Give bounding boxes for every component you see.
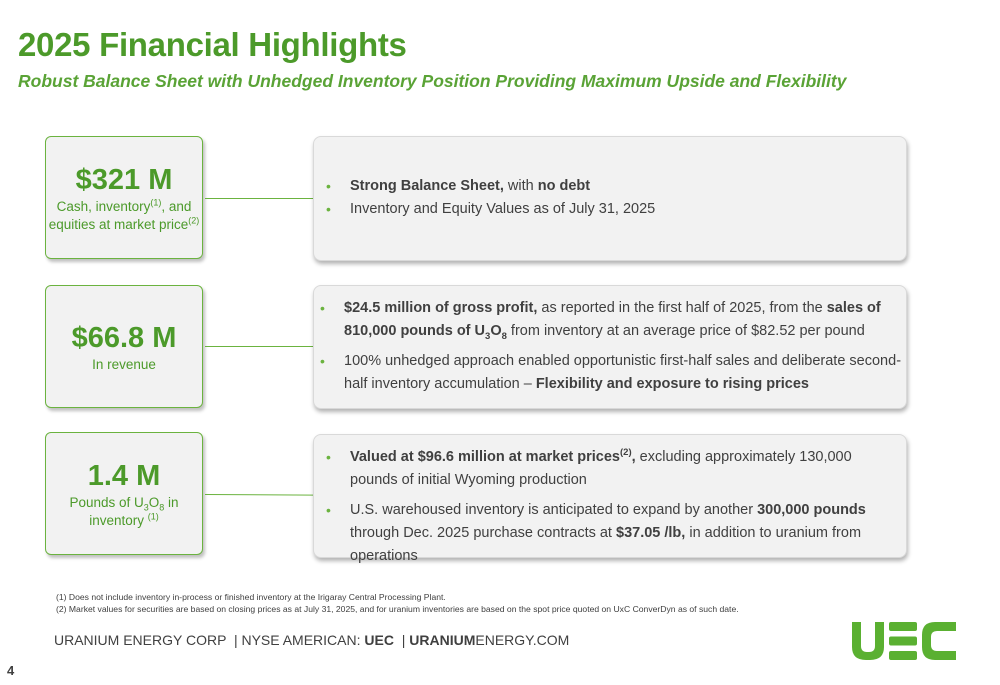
highlight-panel-inventory xyxy=(313,434,907,564)
kpi-card-inventory xyxy=(45,432,203,555)
bullet-item: • Valued at $96.6 million at market prices$^{(2)}$, excluding approximately 130,000 pounds of initial Wyoming production xyxy=(326,446,886,492)
bullet-item: • Strong Balance Sheet, with no debt xyxy=(326,175,886,198)
bullet-list xyxy=(326,175,886,221)
bullet-item: • U.S. warehoused inventory is anticipated to expand by another 300,000 pounds through Dec. 2025 purchase contracts at $37.05 /lb, in addition to uranium from operations xyxy=(326,499,886,568)
kpi-value: $321 M xyxy=(75,163,173,196)
page-subtitle: Robust Balance Sheet with Unhedged Inventory Position Providing Maximum Upside and Flexibility xyxy=(18,71,847,91)
bullet-list xyxy=(320,297,906,396)
footnotes xyxy=(56,592,739,615)
kpi-value: 1.4 M xyxy=(87,459,161,492)
kpi-description: In revenue xyxy=(92,356,156,372)
bullet-item: • Inventory and Equity Values as of July 31, 2025 xyxy=(326,198,886,221)
footer-website: ENERGY.COM xyxy=(475,632,570,648)
page-number: 4 xyxy=(7,663,15,678)
kpi-value: $66.8 M xyxy=(71,321,177,354)
page-title: 2025 Financial Highlights xyxy=(18,26,407,63)
kpi-card-cash xyxy=(45,136,203,259)
bullet-item: • $24.5 million of gross profit, as reported in the first half of 2025, from the sales of 810,000 pounds of $U_3O_8$ from inventory at an average price of $82.52 per pound xyxy=(320,297,906,343)
footer: URANIUM ENERGY CORP | NYSE AMERICAN: UEC | URANIUMENERGY.COM xyxy=(54,632,570,648)
kpi-card-revenue xyxy=(45,285,203,408)
highlight-panel-revenue xyxy=(313,285,907,409)
connector-line xyxy=(205,494,315,496)
footer-ticker: UEC xyxy=(364,632,394,648)
bullet-list xyxy=(326,446,886,568)
kpi-description: Pounds of $U_3O_8$ in inventory $^{(1)}$ xyxy=(69,494,179,528)
uec-logo xyxy=(851,621,957,666)
footnote-2: (2) Market values for securities are based on closing prices as at July 31, 2025, and for uranium inventories are based on the spot price quoted on UxC ConverDyn as of such date. xyxy=(56,603,739,614)
uec-logo-icon xyxy=(851,621,957,661)
kpi-description: Cash, inventory$^{(1)}$, and equities at market price$^{(2)}$ xyxy=(48,197,200,232)
connector-line xyxy=(205,198,315,199)
highlight-panel-balance-sheet xyxy=(313,136,907,261)
footnote-1: (1) Does not include inventory in-process or finished inventory at the Irigaray Central Processing Plant. xyxy=(56,592,446,602)
bullet-item: • 100% unhedged approach enabled opportunistic first-half sales and deliberate second-half inventory accumulation – Flexibility and exposure to rising prices xyxy=(320,350,906,396)
footer-website-bold: URANIUM xyxy=(409,632,476,648)
footer-company: URANIUM ENERGY CORP | NYSE AMERICAN: xyxy=(54,632,365,648)
connector-line xyxy=(205,346,315,347)
